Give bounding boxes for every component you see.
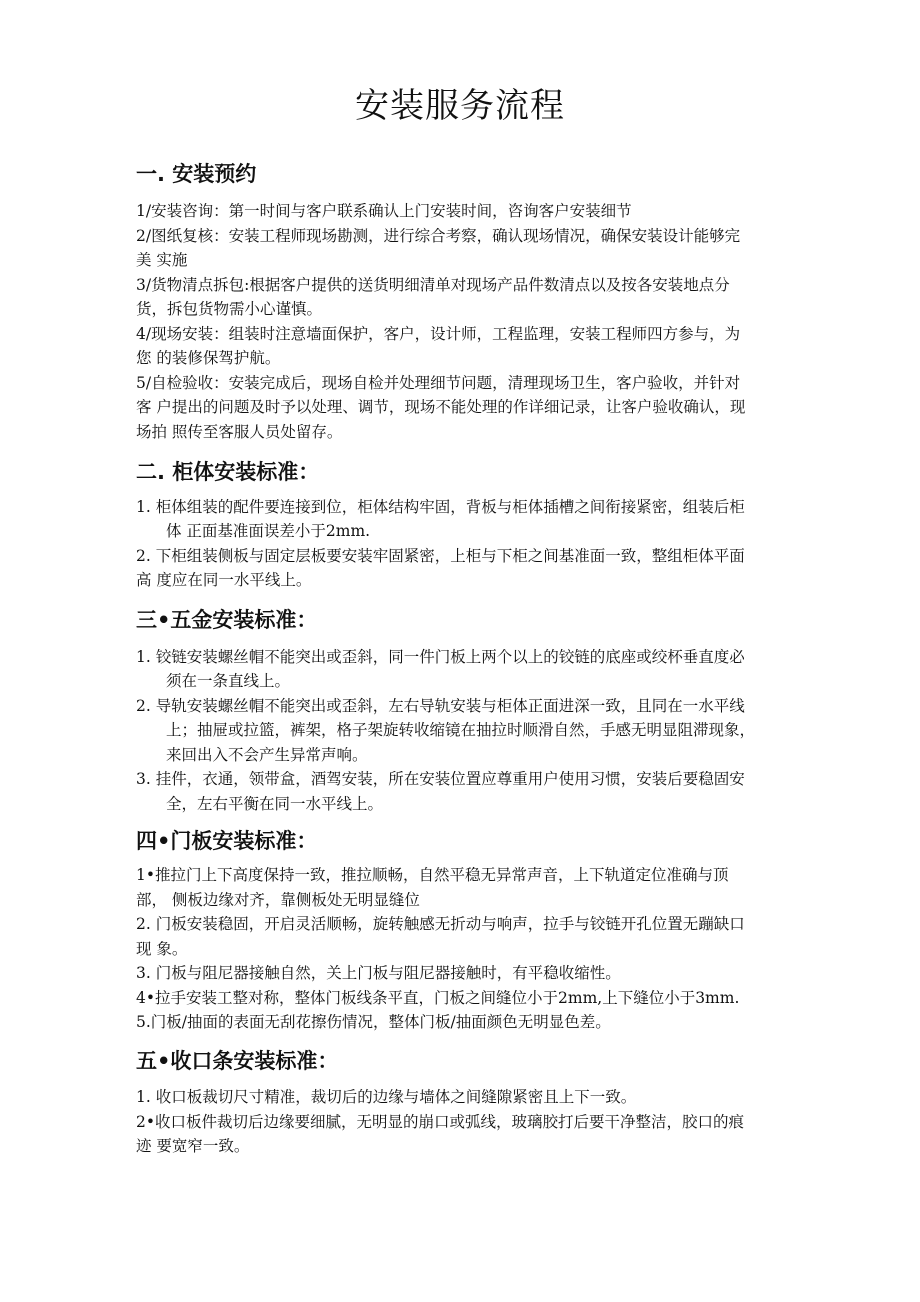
section-4-line: 1•推拉门上下高度保持一致，推拉顺畅，自然平稳无异常声音，上下轨道定位准确与顶 (136, 866, 729, 884)
section-heading-4: 四•门板安装标准： (136, 829, 318, 853)
document-title: 安装服务流程 (355, 86, 565, 126)
section-2-line: 2. 下柜组装侧板与固定层板要安装牢固紧密，上柜与下柜之间基准面一致，整组柜体平面 (136, 547, 745, 565)
section-1-line: 1/安装咨询：第一时间与客户联系确认上门安装时间，咨询客户安装细节 (136, 202, 632, 220)
section-3-line: 2. 导轨安装螺丝帽不能突出或歪斜，左右导轨安装与柜体正面进深一致，且同在一水平线 (136, 697, 745, 715)
section-4-line: 2. 门板安装稳固，开启灵活顺畅，旋转触感无折动与响声，拉手与铰链开孔位置无蹦缺口 (136, 915, 745, 933)
section-heading-3: 三•五金安装标准： (136, 608, 318, 632)
section-2-line: 1. 柜体组装的配件要连接到位，柜体结构牢固，背板与柜体插槽之间衔接紧密，组装后柜 (136, 498, 745, 516)
section-1-line: 客 户提出的问题及时予以处理、调节，现场不能处理的作详细记录，让客户验收确认，现 (136, 398, 746, 416)
section-4-line: 5.门板/抽面的表面无刮花擦伤情况，整体门板/抽面颜色无明显色差。 (136, 1013, 611, 1031)
section-5-line: 迹 要宽窄一致。 (136, 1137, 250, 1155)
section-5-line: 1. 收口板裁切尺寸精准，裁切后的边缘与墙体之间缝隙紧密且上下一致。 (136, 1088, 637, 1106)
section-1-line: 3/货物清点拆包:根据客户提供的送货明细清单对现场产品件数清点以及按各安装地点分 (136, 276, 730, 294)
section-2-line: 高 度应在同一水平线上。 (136, 571, 312, 589)
section-1-line: 美 实施 (136, 251, 188, 269)
section-3-line: 上；抽屉或拉篮，裤架，格子架旋转收缩镜在抽拉时顺滑自然，手感无明显阻滞现象， (166, 721, 756, 739)
section-heading-5: 五•收口条安装标准： (136, 1049, 339, 1073)
section-3-line: 来回出入不会产生异常声响。 (166, 746, 368, 764)
section-5-line: 2•收口板件裁切后边缘要细腻，无明显的崩口或弧线，玻璃胶打后要干净整洁，胶口的痕 (136, 1113, 745, 1131)
section-4-line: 现 象。 (136, 940, 188, 958)
section-4-line: 部， 侧板边缘对齐，靠侧板处无明显缝位 (136, 891, 420, 909)
section-1-line: 您 的装修保驾护航。 (136, 349, 281, 367)
section-1-line: 场拍 照传至客服人员处留存。 (136, 423, 343, 441)
section-1-line: 4/现场安装：组装时注意墙面保护，客户，设计师，工程监理，安装工程师四方参与，为 (136, 325, 741, 343)
section-1-line: 货，拆包货物需小心谨慎。 (136, 300, 323, 318)
section-4-line: 4•拉手安装工整对称，整体门板线条平直，门板之间缝位小于2mm,上下缝位小于3mm. (136, 989, 740, 1007)
section-heading-1: 一. 安装预约 (136, 162, 257, 186)
section-4-line: 3. 门板与阻尼器接触自然，关上门板与阻尼器接触时，有平稳收缩性。 (136, 964, 621, 982)
section-3-line: 须在一条直线上。 (166, 672, 291, 690)
section-1-line: 2/图纸复核：安装工程师现场勘测，进行综合考察，确认现场情况，确保安装设计能够完 (136, 227, 741, 245)
section-heading-2: 二. 柜体安装标准： (136, 460, 320, 484)
section-1-line: 5/自检验收：安装完成后，现场自检并处理细节问题，清理现场卫生，客户验收，并针对 (136, 374, 741, 392)
section-3-line: 1. 铰链安装螺丝帽不能突出或歪斜，同一件门板上两个以上的铰链的底座或绞杯垂直度必 (136, 648, 745, 666)
section-2-line: 体 正面基准面误差小于2mm. (166, 522, 371, 540)
section-3-line: 3. 挂件，衣通，领带盒，酒驾安装，所在安装位置应尊重用户使用习惯，安装后要稳固安 (136, 770, 745, 788)
section-3-line: 全，左右平衡在同一水平线上。 (166, 795, 384, 813)
